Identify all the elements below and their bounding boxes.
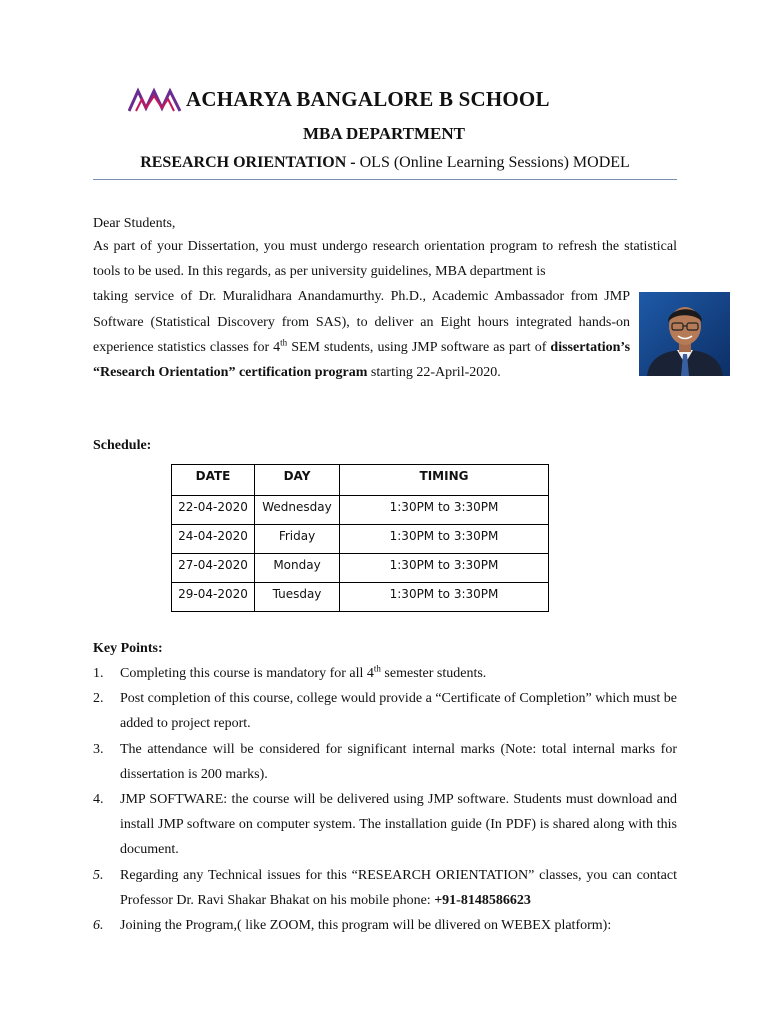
item-text: Joining the Program,( like ZOOM, this program will be dlivered on WEBEX platform): <box>120 918 612 934</box>
school-name: ACHARYA BANGALORE B SCHOOL <box>186 86 550 111</box>
cell-timing: 1:30PM to 3:30PM <box>340 583 549 612</box>
cell-date: 24-04-2020 <box>172 525 255 554</box>
schedule-heading: Schedule: <box>93 438 152 453</box>
table-row <box>172 496 549 525</box>
cell-date: 29-04-2020 <box>172 583 255 612</box>
p2-bold: dissertation’s “Research Orientation” certification program <box>93 339 631 381</box>
contact-phone: +91-8148586623 <box>434 892 531 908</box>
list-item <box>93 737 677 787</box>
p2-text-c: starting 22-April-2020. <box>367 365 501 381</box>
table-row <box>172 554 549 583</box>
item-text: Post completion of this course, college would provide a “Certificate of Completion” which must be added to project report. <box>120 691 677 732</box>
item-text: Completing this course is mandatory for all 4 <box>120 666 374 681</box>
header-date: DATE <box>172 465 255 496</box>
cell-day: Wednesday <box>255 496 340 525</box>
speaker-photo <box>639 292 730 376</box>
program-subtitle <box>93 154 677 172</box>
subtitle-bold: RESEARCH ORIENTATION - <box>140 154 360 171</box>
list-item <box>93 661 677 686</box>
cell-date: 27-04-2020 <box>172 554 255 583</box>
header-timing: TIMING <box>340 465 549 496</box>
list-item <box>93 913 677 938</box>
cell-timing: 1:30PM to 3:30PM <box>340 496 549 525</box>
item-sup: th <box>373 663 381 674</box>
item-number: 3. <box>93 741 104 757</box>
cell-timing: 1:30PM to 3:30PM <box>340 525 549 554</box>
table-row <box>172 583 549 612</box>
list-item <box>93 863 677 913</box>
item-number: 1. <box>93 666 104 681</box>
p2-text-b: SEM students, using JMP software as part of <box>287 339 551 355</box>
department-title: MBA DEPARTMENT <box>302 124 465 143</box>
header-divider <box>93 179 677 180</box>
cell-date: 22-04-2020 <box>172 496 255 525</box>
item-number: 2. <box>93 691 104 707</box>
table-row <box>172 525 549 554</box>
letter-paragraph-2 <box>93 284 630 385</box>
item-text: Regarding any Technical issues for this “RESEARCH ORIENTATION” classes, you can contact Professor Dr. Ravi Shakar Bhakat on his mobile phone: <box>120 867 677 908</box>
cell-day: Friday <box>255 525 340 554</box>
salutation: Dear Students, <box>93 216 176 231</box>
header-day: DAY <box>255 465 340 496</box>
item-number: 6. <box>93 918 104 934</box>
p2-sup: th <box>280 337 288 348</box>
school-logo-icon <box>128 86 182 112</box>
schedule-table <box>171 464 549 612</box>
table-header-row <box>172 465 549 496</box>
cell-day: Monday <box>255 554 340 583</box>
cell-timing: 1:30PM to 3:30PM <box>340 554 549 583</box>
item-number: 5. <box>93 867 104 883</box>
letter-paragraph-1: As part of your Dissertation, you must undergo research orientation program to refresh the statistical tools to be used. In this regards, as per university guidelines, MBA department is <box>93 239 677 280</box>
list-item <box>93 787 677 863</box>
key-points-heading: Key Points: <box>93 641 163 656</box>
item-text-b: semester students. <box>380 666 487 681</box>
list-item <box>93 686 677 736</box>
item-number: 4. <box>93 792 104 808</box>
subtitle-rest: OLS (Online Learning Sessions) MODEL <box>359 154 630 171</box>
p2-text-a: taking service of Dr. Muralidhara Anandamurthy. Ph.D., Academic Ambassador from JMP Software (Statistical Discovery from SAS), to deliver an Eight hours integrated hands-on experience statistics classes for 4 <box>93 289 630 355</box>
key-points-list <box>93 661 677 938</box>
letter-body <box>93 234 677 385</box>
cell-day: Tuesday <box>255 583 340 612</box>
item-text: JMP SOFTWARE: the course will be delivered using JMP software. Students must download and install JMP software on computer system. The installation guide (In PDF) is shared along with this document. <box>120 792 677 858</box>
school-header <box>128 84 550 114</box>
item-text: The attendance will be considered for significant internal marks (Note: total internal marks for dissertation is 200 marks). <box>120 741 677 782</box>
